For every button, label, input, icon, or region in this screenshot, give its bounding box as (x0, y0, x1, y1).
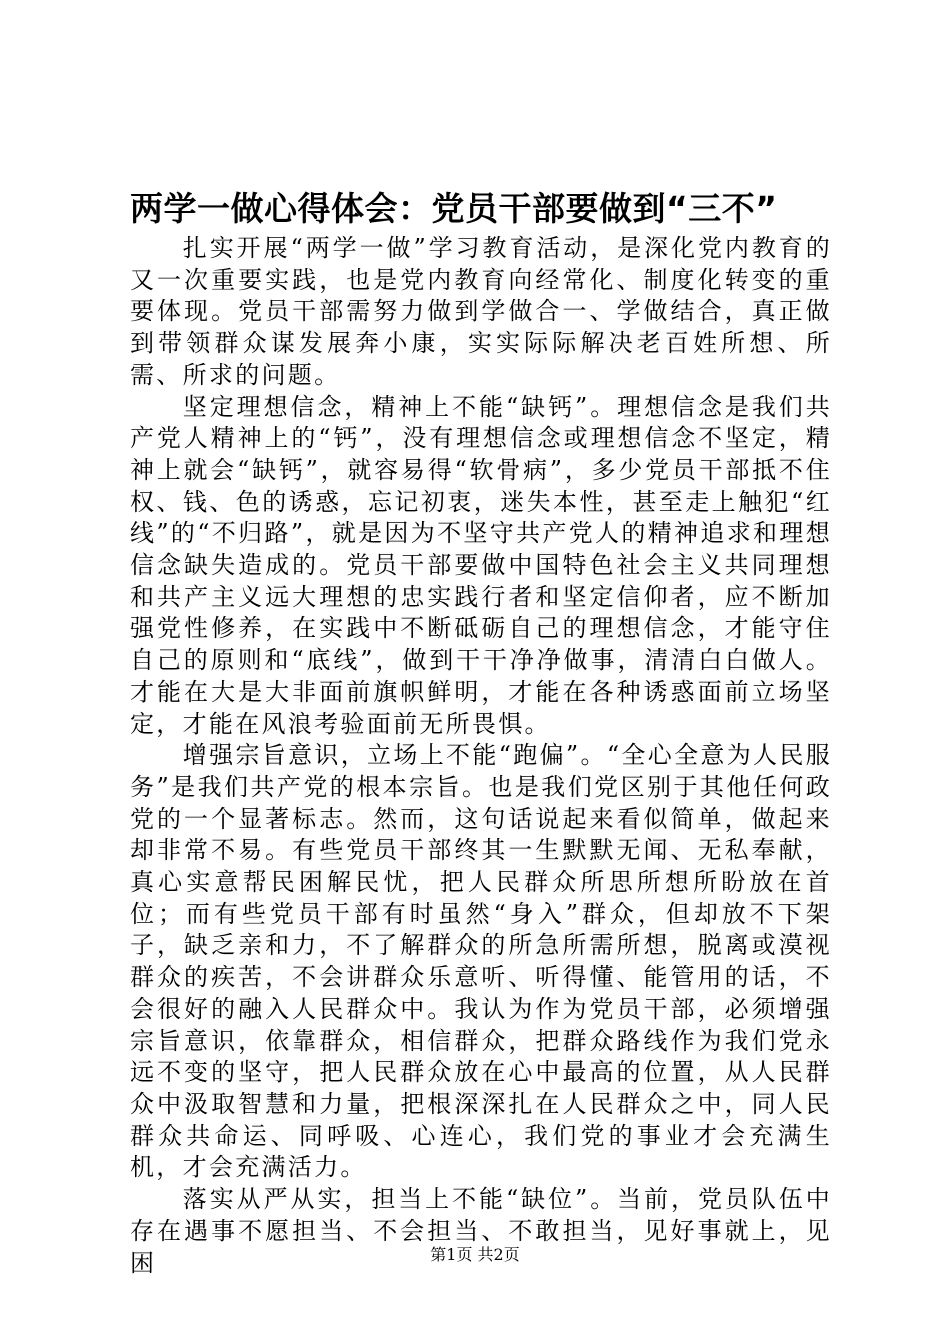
paragraph-responsibility: 落实从严从实，担当上不能“缺位”。当前，党员队伍中存在遇事不愿担当、不会担当、不敢担当，见好事就上，见困 (130, 1185, 832, 1277)
document-body (130, 233, 832, 1279)
document-title: 两学一做心得体会：党员干部要做到“三不” (130, 189, 778, 228)
paragraph-intro: 扎实开展“两学一做”学习教育活动，是深化党内教育的又一次重要实践，也是党内教育向经常化、制度化转变的重要体现。党员干部需努力做到学做合一、学做结合，真正做到带领群众谋发展奔小康，实实际际解决老百姓所想、所需、所求的问题。 (130, 234, 832, 389)
paragraph-purpose: 增强宗旨意识，立场上不能“跑偏”。“全心全意为人民服务”是我们共产党的根本宗旨。也是我们党区别于其他任何政党的一个显著标志。然而，这句话说起来看似简单，做起来却非常不易。有些党员干部终其一生默默无闻、无私奉献，真心实意帮民困解民忧，把人民群众所思所想所盼放在首位；而有些党员干部有时虽然“身入”群众，但却放不下架子，缺乏亲和力，不了解群众的所急所需所想，脱离或漠视群众的疾苦，不会讲群众乐意听、听得懂、能管用的话，不会很好的融入人民群众中。我认为作为党员干部，必须增强宗旨意识，依靠群众，相信群众，把群众路线作为我们党永远不变的坚守，把人民群众放在心中最高的位置，从人民群众中汲取智慧和力量，把根深深扎在人民群众之中，同人民群众共命运、同呼吸、心连心，我们党的事业才会充满生机，才会充满活力。 (130, 741, 832, 1182)
paragraph-ideals: 坚定理想信念，精神上不能“缺钙”。理想信念是我们共产党人精神上的“钙”，没有理想信念或理想信念不坚定，精神上就会“缺钙”，就容易得“软骨病”，多少党员干部抵不住权、钱、色的诱惑，忘记初衷，迷失本性，甚至走上触犯“红线”的“不归路”，就是因为不坚守共产党人的精神追求和理想信念缺失造成的。党员干部要做中国特色社会主义共同理想和共产主义远大理想的忠实践行者和坚定信仰者，应不断加强党性修养，在实践中不断砥砺自己的理想信念，才能守住自己的原则和“底线”，做到干干净净做事，清清白白做人。才能在大是大非面前旗帜鲜明，才能在各种诱惑面前立场坚定，才能在风浪考验面前无所畏惧。 (130, 392, 832, 738)
page-footer: 第1页 共2页 (430, 1245, 520, 1264)
